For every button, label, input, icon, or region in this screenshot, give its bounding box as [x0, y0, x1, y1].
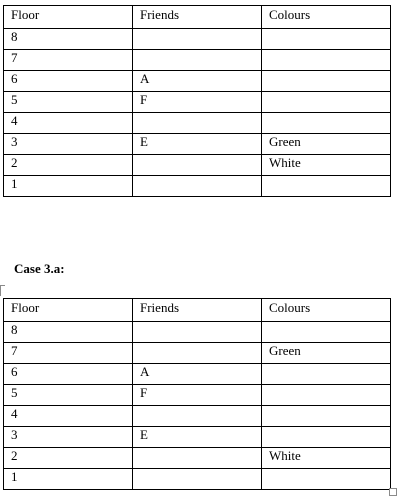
- floor-assignment-table-1: [3, 5, 391, 197]
- floor-cell[interactable]: 8: [4, 322, 133, 343]
- header-friends: Friends: [133, 299, 262, 322]
- table-resize-handle-icon[interactable]: [389, 488, 397, 496]
- friends-cell[interactable]: [133, 113, 262, 134]
- table-1-body: [4, 6, 391, 197]
- table-header-row: [4, 299, 391, 322]
- friends-cell[interactable]: E: [133, 427, 262, 448]
- floor-cell[interactable]: 8: [4, 29, 133, 50]
- table-row: [4, 50, 391, 71]
- table-row: [4, 406, 391, 427]
- floor-assignment-table-2: [3, 298, 391, 490]
- colours-cell[interactable]: [262, 113, 391, 134]
- floor-cell[interactable]: 7: [4, 50, 133, 71]
- floor-cell[interactable]: 4: [4, 406, 133, 427]
- floor-cell[interactable]: 5: [4, 385, 133, 406]
- colours-cell[interactable]: Green: [262, 134, 391, 155]
- friends-cell[interactable]: [133, 343, 262, 364]
- table-row: [4, 322, 391, 343]
- floor-cell[interactable]: 7: [4, 343, 133, 364]
- colours-cell[interactable]: [262, 176, 391, 197]
- table-row: [4, 427, 391, 448]
- table-row: [4, 469, 391, 490]
- friends-cell[interactable]: A: [133, 364, 262, 385]
- header-colours: Colours: [262, 6, 391, 29]
- colours-cell[interactable]: [262, 469, 391, 490]
- colours-cell[interactable]: [262, 92, 391, 113]
- header-floor: Floor: [4, 299, 133, 322]
- table-row: [4, 155, 391, 176]
- table-row: [4, 176, 391, 197]
- colours-cell[interactable]: [262, 364, 391, 385]
- floor-cell[interactable]: 3: [4, 134, 133, 155]
- friends-cell[interactable]: F: [133, 385, 262, 406]
- friends-cell[interactable]: E: [133, 134, 262, 155]
- table-row: [4, 71, 391, 92]
- table-row: [4, 448, 391, 469]
- floor-cell[interactable]: 6: [4, 364, 133, 385]
- table-row: [4, 343, 391, 364]
- colours-cell[interactable]: [262, 71, 391, 92]
- table-row: [4, 385, 391, 406]
- friends-cell[interactable]: [133, 322, 262, 343]
- table-move-handle-icon[interactable]: [0, 285, 5, 296]
- friends-cell[interactable]: [133, 406, 262, 427]
- table-row: [4, 29, 391, 50]
- floor-cell[interactable]: 2: [4, 155, 133, 176]
- table-header-row: [4, 6, 391, 29]
- friends-cell[interactable]: F: [133, 92, 262, 113]
- floor-cell[interactable]: 6: [4, 71, 133, 92]
- colours-cell[interactable]: [262, 385, 391, 406]
- colours-cell[interactable]: Green: [262, 343, 391, 364]
- floor-cell[interactable]: 1: [4, 176, 133, 197]
- header-floor: Floor: [4, 6, 133, 29]
- colours-cell[interactable]: [262, 29, 391, 50]
- case-heading: Case 3.a:: [14, 261, 65, 276]
- floor-cell[interactable]: 5: [4, 92, 133, 113]
- colours-cell[interactable]: [262, 406, 391, 427]
- friends-cell[interactable]: [133, 469, 262, 490]
- floor-cell[interactable]: 1: [4, 469, 133, 490]
- table-row: [4, 92, 391, 113]
- table-row: [4, 364, 391, 385]
- colours-cell[interactable]: [262, 427, 391, 448]
- friends-cell[interactable]: A: [133, 71, 262, 92]
- friends-cell[interactable]: [133, 29, 262, 50]
- header-friends: Friends: [133, 6, 262, 29]
- table-row: [4, 113, 391, 134]
- table-row: [4, 134, 391, 155]
- friends-cell[interactable]: [133, 176, 262, 197]
- floor-cell[interactable]: 4: [4, 113, 133, 134]
- header-colours: Colours: [262, 299, 391, 322]
- friends-cell[interactable]: [133, 448, 262, 469]
- table-2-body: [4, 299, 391, 490]
- floor-cell[interactable]: 3: [4, 427, 133, 448]
- colours-cell[interactable]: White: [262, 155, 391, 176]
- floor-cell[interactable]: 2: [4, 448, 133, 469]
- colours-cell[interactable]: [262, 50, 391, 71]
- colours-cell[interactable]: White: [262, 448, 391, 469]
- colours-cell[interactable]: [262, 322, 391, 343]
- friends-cell[interactable]: [133, 50, 262, 71]
- friends-cell[interactable]: [133, 155, 262, 176]
